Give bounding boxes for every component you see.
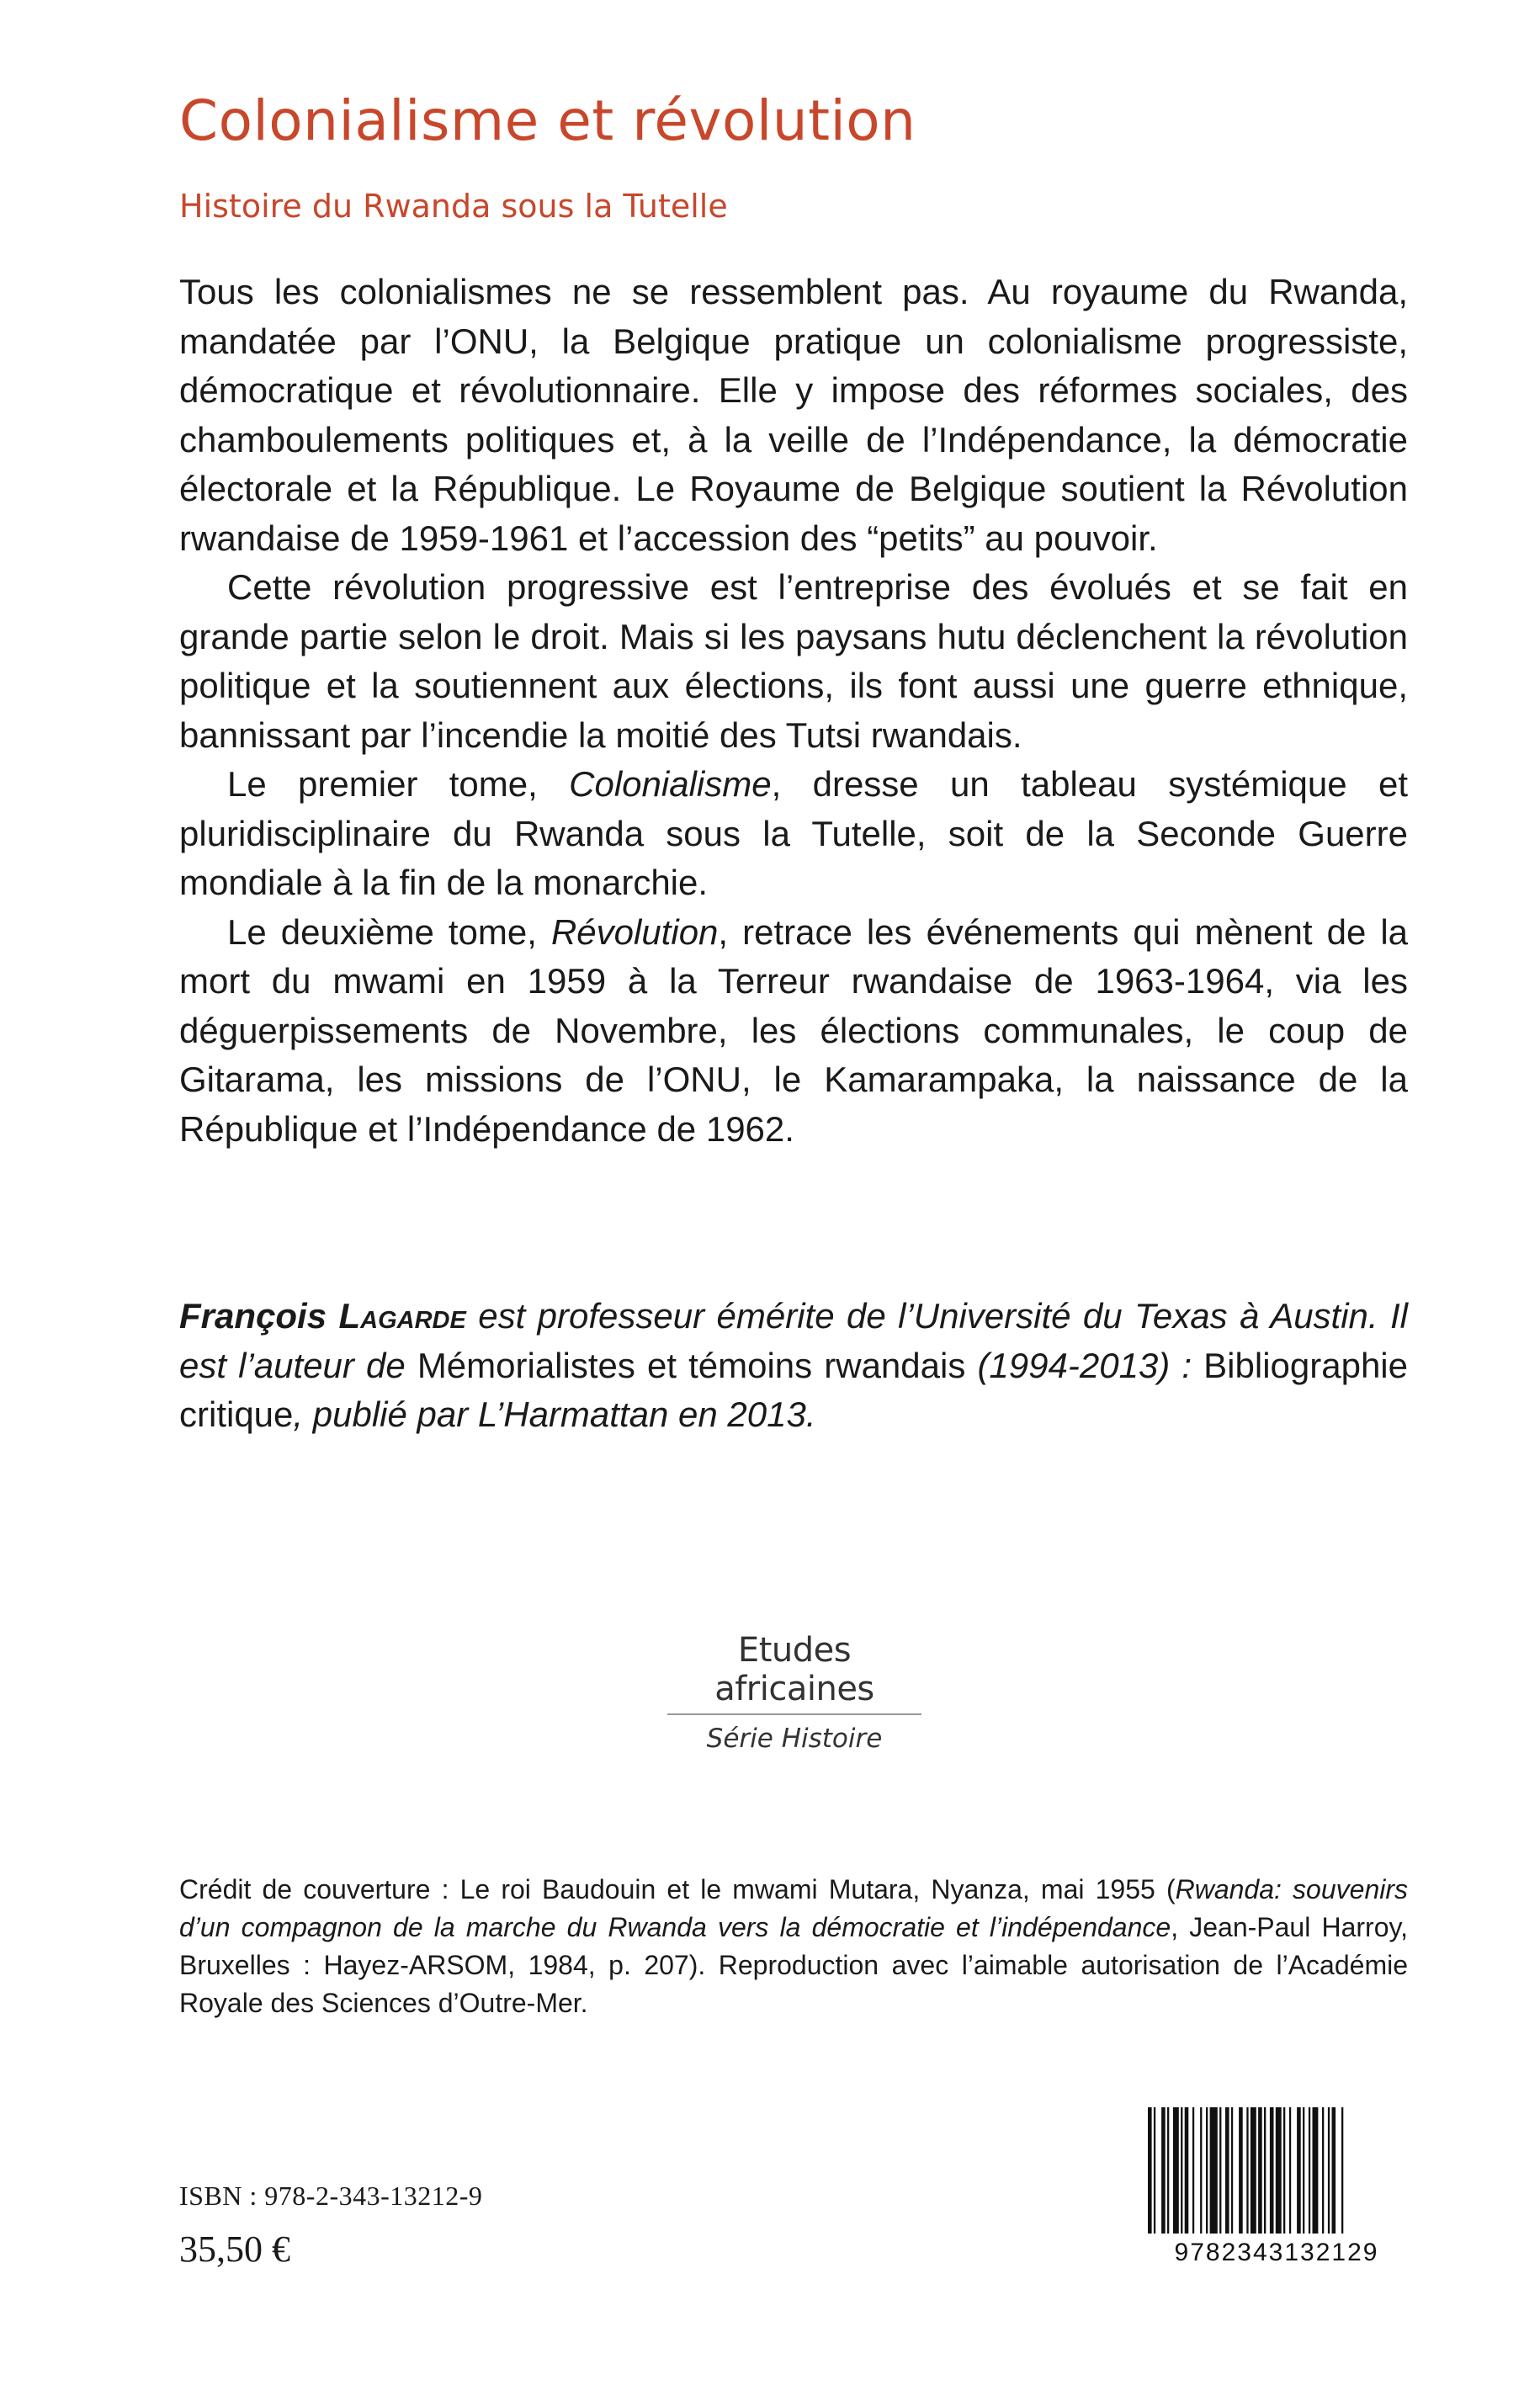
author-work-subtitle: Bibliographie critique — [179, 1345, 1408, 1434]
barcode-bar — [1303, 2107, 1304, 2234]
author-first-name: François — [179, 1296, 327, 1336]
barcode-bar — [1225, 2107, 1229, 2234]
author-bio-text-2: , publié par L’Harmattan en 2013. — [293, 1394, 816, 1434]
barcode-bar — [1258, 2107, 1262, 2234]
author-bio — [179, 1292, 1408, 1440]
barcode-bars — [1148, 2107, 1343, 2234]
series-subname: Série Histoire — [706, 1724, 883, 1754]
summary-paragraph-3 — [179, 760, 1408, 908]
barcode-bar — [1219, 2107, 1221, 2234]
p4-rest: , retrace les événements qui mènent de la mort du mwami en 1959 à la Terreur rwandaise de 1963-1964, via les déguerpissements de Novembre, les élections communales, le coup de Gitarama, les missions de l’ONU, le Kamarampaka, la naissance de la République et l’Indépendance de 1962. — [179, 911, 1409, 1149]
barcode-bar — [1206, 2107, 1208, 2234]
barcode-bar — [1161, 2107, 1166, 2234]
barcode-bar — [1192, 2107, 1194, 2234]
barcode-bar — [1181, 2107, 1182, 2234]
summary-paragraph-4 — [179, 908, 1408, 1155]
author-work-years: (1994-2013) : — [965, 1345, 1204, 1385]
series-divider — [667, 1713, 921, 1715]
series-logo — [664, 1631, 925, 1754]
author-bio-text-1: est professeur émérite de l’Université du Texas à Austin. Il est l’auteur de — [179, 1296, 1409, 1385]
barcode-digits: 9782343132129 — [1174, 2239, 1379, 2265]
barcode-bar — [1276, 2107, 1282, 2234]
barcode-bar — [1231, 2107, 1233, 2234]
barcode-bar — [1251, 2107, 1256, 2234]
barcode-bar — [1239, 2107, 1243, 2234]
barcode-bar — [1148, 2107, 1152, 2234]
barcode-bar — [1270, 2107, 1274, 2234]
credit-rest: , Jean-Paul Harroy, Bruxelles : Hayez-ARSOM, 1984, p. 207). Reproduction avec l’aimable autorisation de l’Académie Royale des Sciences d’Outre-Mer. — [179, 1912, 1409, 2018]
credit-source-title: Rwanda: souvenirs d’un compagnon de la marche du Rwanda vers la démocratie et l’indépendance — [179, 1874, 1409, 1942]
summary-paragraph-1: Tous les colonialismes ne se ressemblent pas. Au royaume du Rwanda, mandatée par l’ONU, la Belgique pratique un colonialisme progressiste, démocratique et révolutionnaire. Elle y impose des réformes sociales, des chamboulements politiques et, à la veille de l’Indépendance, la démocratie électorale et la République. Le Royaume de Belgique soutient la Révolution rwandaise de 1959-1961 et l’accession des “petits” au pouvoir. — [179, 272, 1408, 558]
barcode-bar — [1313, 2107, 1319, 2234]
barcode-bar — [1246, 2107, 1248, 2234]
price: 35,50 € — [179, 2228, 290, 2270]
credit-lead: Crédit de couverture : Le roi Baudouin et le mwami Mutara, Nyanza, mai 1955 ( — [179, 1874, 1176, 1904]
barcode-bar — [1210, 2107, 1218, 2234]
p4-lead: Le deuxième tome, — [227, 911, 551, 952]
barcode-bar — [1341, 2107, 1343, 2234]
author-work-title: Mémorialistes et témoins rwandais — [417, 1345, 966, 1385]
barcode-bar — [1167, 2107, 1169, 2234]
barcode-bar — [1332, 2107, 1336, 2234]
series-name: Etudes africaines — [714, 1631, 874, 1708]
barcode-bar — [1322, 2107, 1324, 2234]
barcode-bar — [1309, 2107, 1310, 2234]
book-title: Colonialisme et révolution — [179, 88, 916, 153]
cover-credit — [179, 1871, 1408, 2022]
barcode-bar — [1173, 2107, 1179, 2234]
barcode-bar — [1200, 2107, 1202, 2234]
barcode — [1144, 2106, 1410, 2265]
barcode-bar — [1264, 2107, 1266, 2234]
author-last-name: Lagarde — [338, 1296, 466, 1336]
barcode-bar — [1185, 2107, 1189, 2234]
barcode-bar — [1297, 2107, 1301, 2234]
p3-lead: Le premier tome, — [227, 764, 570, 804]
barcode-bar — [1328, 2107, 1330, 2234]
volume-1-title: Colonialisme — [569, 764, 772, 804]
isbn: ISBN : 978-2-343-13212-9 — [179, 2180, 483, 2211]
barcode-bar — [1283, 2107, 1285, 2234]
book-subtitle: Histoire du Rwanda sous la Tutelle — [179, 188, 728, 225]
summary-paragraph-2: Cette révolution progressive est l’entreprise des évolués et se fait en grande partie selon le droit. Mais si les paysans hutu déclenchent la révolution politique et la soutiennent aux élections, ils font aussi une guerre ethnique, bannissant par l’incendie la moitié des Tutsi rwandais. — [179, 567, 1408, 755]
p3-rest: , dresse un tableau systémique et pluridisciplinaire du Rwanda sous la Tutelle, soit de la Seconde Guerre mondiale à la fin de la monarchie. — [179, 764, 1408, 902]
barcode-bar — [1154, 2107, 1155, 2234]
barcode-bar — [1289, 2107, 1291, 2234]
summary — [179, 268, 1408, 1154]
volume-2-title: Révolution — [550, 911, 719, 952]
